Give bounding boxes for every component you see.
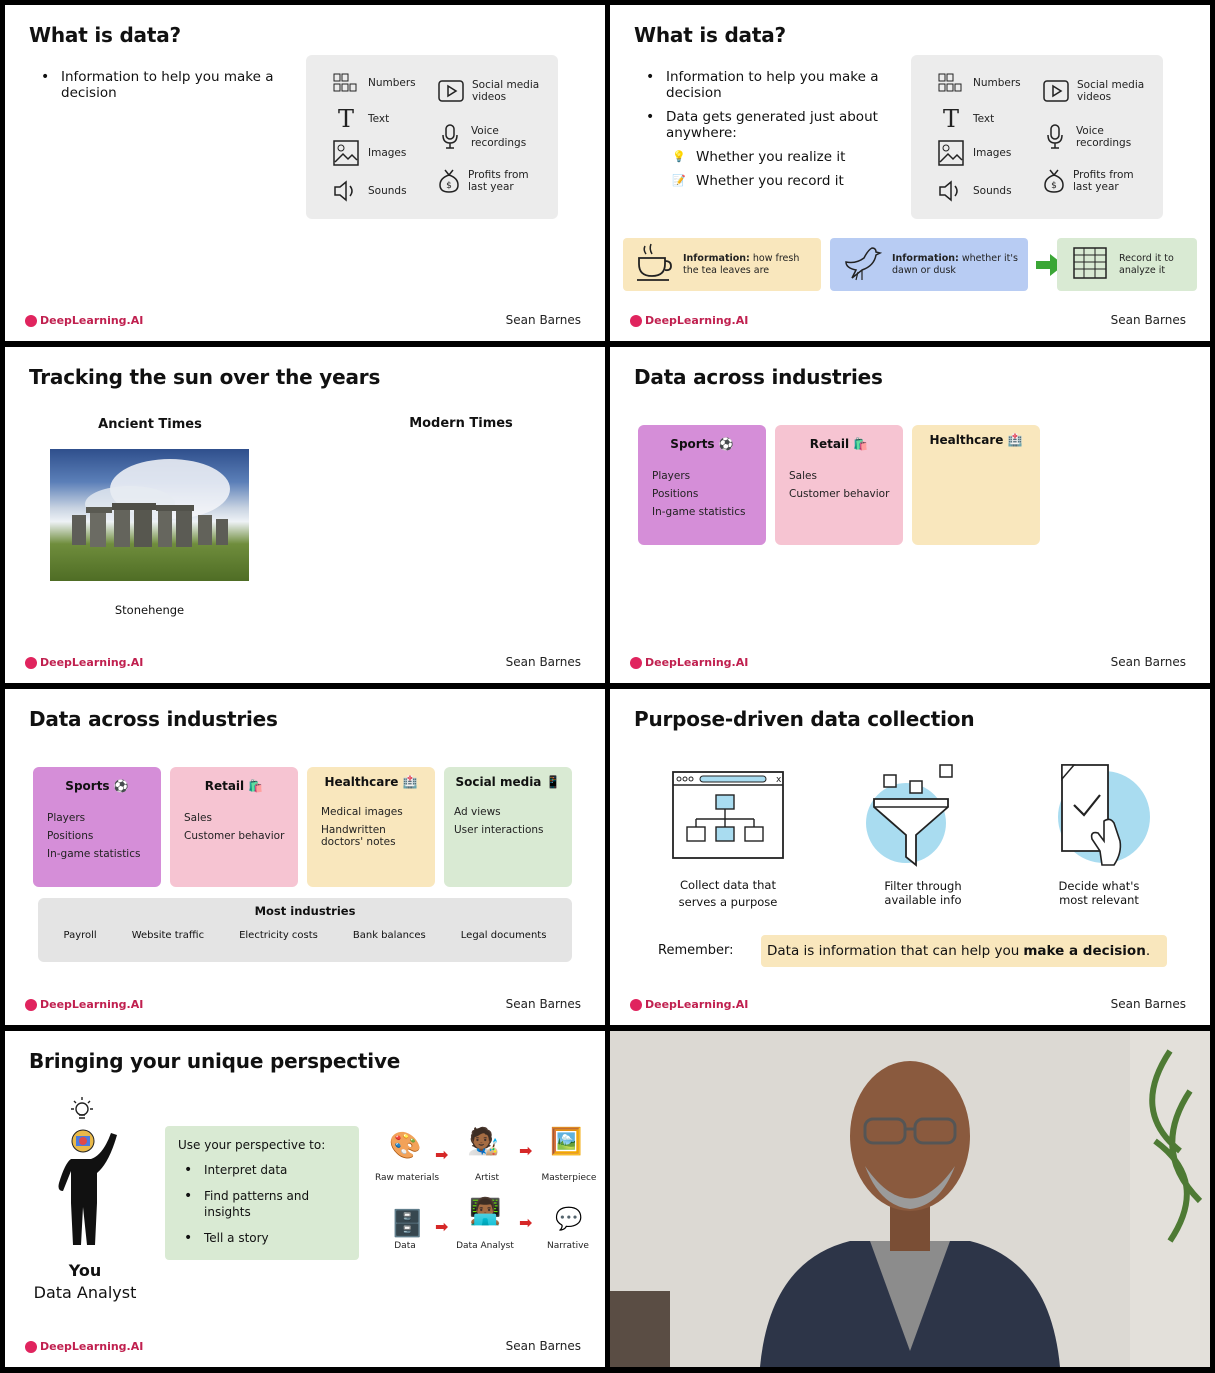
remember-callout: Data is information that can help you make a decision . — [761, 935, 1167, 967]
logo-icon — [25, 999, 37, 1011]
author-name: Sean Barnes — [505, 1339, 581, 1353]
industry-card-healthcare — [912, 425, 1040, 545]
slide-tracking-sun — [5, 347, 605, 683]
card-title: Social media 📱 — [455, 775, 561, 789]
flow-label: Data Analyst — [456, 1241, 514, 1251]
slide-title: Data across industries — [634, 365, 883, 389]
ancient-times-heading: Ancient Times — [98, 417, 202, 432]
card-item: Players — [47, 812, 86, 824]
data-types-panel — [306, 55, 558, 219]
step-collect-label: Collect data that serves a purpose — [678, 878, 778, 909]
data-type-images — [937, 139, 1011, 167]
red-arrow-icon: ➡ — [519, 1213, 533, 1232]
data-type-label: Images — [973, 147, 1012, 159]
card-item: Customer behavior — [789, 488, 890, 500]
stonehenge-caption: Stonehenge — [114, 603, 185, 617]
card-title: Sports ⚽ — [670, 437, 734, 451]
author-name: Sean Barnes — [1110, 313, 1186, 327]
sub-bullet-list — [666, 149, 890, 189]
file-cabinet-icon: 🗄️ — [391, 1209, 424, 1239]
card-item: Positions — [652, 488, 699, 500]
spreadsheet-icon — [1073, 247, 1107, 283]
microphone-icon — [1043, 123, 1068, 151]
sub-bullet-item: 💡 Whether you realize it — [672, 149, 846, 165]
industry-card-retail — [775, 425, 903, 545]
card-item: Medical images — [321, 806, 403, 818]
bullet-item: • Information to help you make a decision — [640, 69, 890, 101]
info-tea-box — [623, 238, 821, 291]
data-type-images — [332, 139, 406, 167]
logo-icon — [630, 657, 642, 669]
red-arrow-icon: ➡ — [435, 1145, 449, 1164]
author-name: Sean Barnes — [505, 655, 581, 669]
svg-text:x: x — [776, 775, 782, 785]
data-type-text — [937, 105, 994, 133]
lightbulb-icon: 💡 — [672, 150, 686, 163]
card-item: Customer behavior — [184, 830, 285, 842]
image-icon — [332, 139, 360, 167]
logo-icon — [630, 315, 642, 327]
most-industries-item: Bank balances — [352, 930, 426, 941]
data-type-profits — [1043, 167, 1153, 195]
data-types-panel — [911, 55, 1163, 219]
red-arrow-icon: ➡ — [519, 1141, 533, 1160]
card-item: Players — [652, 470, 691, 482]
most-industries-item: Legal documents — [460, 930, 547, 941]
notepad-icon: 📝 — [672, 174, 686, 187]
industry-card-sports — [33, 767, 161, 887]
brand-logo: DeepLearning.AI — [25, 656, 143, 669]
slide-title: Tracking the sun over the years — [29, 365, 381, 389]
person-silhouette-icon — [51, 1127, 123, 1255]
bird-icon — [842, 244, 882, 286]
data-type-social-videos — [438, 77, 548, 105]
numbers-icon — [332, 69, 360, 97]
card-title: Retail 🛍️ — [204, 779, 264, 793]
data-type-label: Social media videos — [1077, 79, 1145, 103]
red-arrow-icon: ➡ — [435, 1217, 449, 1236]
industry-card-retail — [170, 767, 298, 887]
remember-label: Remember: — [658, 943, 734, 958]
card-item: Sales — [789, 470, 817, 482]
svg-text:$: $ — [446, 181, 452, 191]
slide-industries-2 — [5, 689, 605, 1025]
flow-label: Narrative — [547, 1241, 589, 1251]
stonehenge-photo — [50, 449, 249, 581]
numbers-icon — [937, 69, 965, 97]
data-type-label: Numbers — [368, 77, 416, 89]
perspective-item: • Find patterns and insights — [178, 1188, 359, 1220]
flow-label: Data — [394, 1241, 416, 1251]
perspective-item: • Tell a story — [178, 1230, 359, 1246]
card-title: Sports ⚽ — [65, 779, 129, 793]
svg-text:$: $ — [1051, 181, 1057, 191]
slide-purpose-driven — [610, 689, 1210, 1025]
author-name: Sean Barnes — [1110, 997, 1186, 1011]
card-item: Sales — [184, 812, 212, 824]
role-label: Data Analyst — [33, 1283, 137, 1302]
data-type-label: Text — [368, 113, 390, 125]
logo-icon — [25, 315, 37, 327]
slide-title: What is data? — [29, 23, 181, 47]
sub-bullet-item: 📝 Whether you record it — [672, 173, 844, 189]
author-name: Sean Barnes — [505, 313, 581, 327]
data-type-label: Profits from last year — [468, 169, 529, 193]
data-type-social-videos — [1043, 77, 1153, 105]
card-item: Positions — [47, 830, 94, 842]
author-name: Sean Barnes — [505, 997, 581, 1011]
you-label: You — [68, 1261, 102, 1280]
presenter-illustration — [610, 1031, 1210, 1367]
card-title: Retail 🛍️ — [809, 437, 869, 451]
slide-what-is-data-2 — [610, 5, 1210, 341]
data-type-label: Sounds — [973, 185, 1012, 197]
most-industries-box — [38, 898, 572, 962]
speech-bubble-icon: 💬 — [555, 1207, 583, 1232]
data-type-numbers — [332, 69, 416, 97]
money-bag-icon — [1043, 167, 1065, 195]
industry-card-social-media — [444, 767, 572, 887]
data-type-label: Sounds — [368, 185, 407, 197]
card-title: Healthcare 🏥 — [324, 775, 418, 789]
flow-label: Artist — [474, 1173, 500, 1183]
money-bag-icon — [438, 167, 460, 195]
slide-what-is-data-1 — [5, 5, 605, 341]
speaker-icon — [937, 177, 965, 205]
modern-times-heading: Modern Times — [409, 416, 513, 431]
info-tea-text: Information: how fresh the tea leaves are — [683, 252, 800, 276]
brand-logo: DeepLearning.AI — [25, 314, 143, 327]
info-bird-box — [830, 238, 1028, 291]
data-type-label: Numbers — [973, 77, 1021, 89]
slide-title: Bringing your unique perspective — [29, 1049, 401, 1073]
most-industries-item: Payroll — [63, 930, 97, 941]
filter-funnel-icon — [862, 761, 958, 873]
text-icon: T — [942, 105, 959, 133]
perspective-box-title: Use your perspective to: — [178, 1138, 326, 1152]
card-item: In-game statistics — [652, 506, 746, 518]
presenter-video-frame — [610, 1031, 1210, 1367]
slide-title: Purpose-driven data collection — [634, 707, 975, 731]
data-type-voice — [1043, 123, 1153, 151]
data-analyst-icon: 👨🏾‍💻 — [469, 1197, 502, 1227]
bullet-list — [35, 69, 285, 109]
data-type-label: Voice recordings — [1075, 125, 1132, 149]
palette-icon: 🎨 — [389, 1131, 422, 1161]
most-industries-item: Electricity costs — [239, 930, 318, 941]
card-item: User interactions — [454, 824, 544, 836]
data-type-text — [332, 105, 389, 133]
bullet-item: • Data gets generated just about anywhere: 💡 Whether you realize it 📝 Whether you record it — [640, 109, 890, 189]
collect-data-icon — [672, 771, 784, 865]
step-filter-label: Filter through available info — [884, 879, 962, 907]
data-type-profits — [438, 167, 548, 195]
image-icon — [937, 139, 965, 167]
card-title: Healthcare 🏥 — [929, 433, 1023, 447]
author-name: Sean Barnes — [1110, 655, 1186, 669]
data-type-voice — [438, 123, 548, 151]
microphone-icon — [438, 123, 463, 151]
data-type-label: Images — [368, 147, 407, 159]
record-text: Record it to analyze it — [1119, 252, 1174, 276]
bullet-item: • Information to help you make a decision — [35, 69, 285, 101]
artist-icon: 🧑🏾‍🎨 — [467, 1127, 500, 1157]
step-decide-label: Decide what's most relevant — [1058, 879, 1140, 907]
data-type-label: Profits from last year — [1073, 169, 1134, 193]
data-type-label: Social media videos — [472, 79, 540, 103]
industry-card-healthcare — [307, 767, 435, 887]
decide-checklist-icon — [1044, 761, 1154, 875]
card-item: Handwritten doctors' notes — [321, 824, 396, 848]
text-icon: T — [337, 105, 354, 133]
info-bird-text: Information: whether it's dawn or dusk — [892, 252, 1018, 276]
data-type-label: Text — [973, 113, 995, 125]
slide-title: What is data? — [634, 23, 786, 47]
data-type-sounds — [332, 177, 407, 205]
slide-industries-1 — [610, 347, 1210, 683]
teacup-icon — [635, 242, 673, 288]
brand-logo: DeepLearning.AI — [25, 998, 143, 1011]
perspective-item: • Interpret data — [178, 1162, 359, 1178]
brand-logo: DeepLearning.AI — [630, 998, 748, 1011]
lightbulb-idea-icon — [67, 1095, 97, 1129]
data-type-sounds — [937, 177, 1012, 205]
record-box — [1057, 238, 1197, 291]
speaker-icon — [332, 177, 360, 205]
data-type-label: Voice recordings — [470, 125, 527, 149]
logo-icon — [25, 657, 37, 669]
brand-logo: DeepLearning.AI — [630, 314, 748, 327]
most-industries-title: Most industries — [254, 904, 356, 918]
framed-picture-icon: 🖼️ — [550, 1127, 583, 1157]
data-type-numbers — [937, 69, 1021, 97]
perspective-list — [178, 1162, 359, 1246]
brand-logo: DeepLearning.AI — [25, 1340, 143, 1353]
slide-unique-perspective — [5, 1031, 605, 1367]
perspective-box — [165, 1126, 359, 1260]
card-item: In-game statistics — [47, 848, 141, 860]
play-icon — [1043, 77, 1069, 105]
slide-title: Data across industries — [29, 707, 278, 731]
card-item: Ad views — [454, 806, 501, 818]
logo-icon — [25, 1341, 37, 1353]
play-icon — [438, 77, 464, 105]
logo-icon — [630, 999, 642, 1011]
industry-card-sports — [638, 425, 766, 545]
bullet-list — [640, 69, 890, 197]
brand-logo: DeepLearning.AI — [630, 656, 748, 669]
most-industries-item: Website traffic — [131, 930, 205, 941]
flow-label: Masterpiece — [541, 1173, 597, 1183]
flow-label: Raw materials — [374, 1173, 440, 1183]
